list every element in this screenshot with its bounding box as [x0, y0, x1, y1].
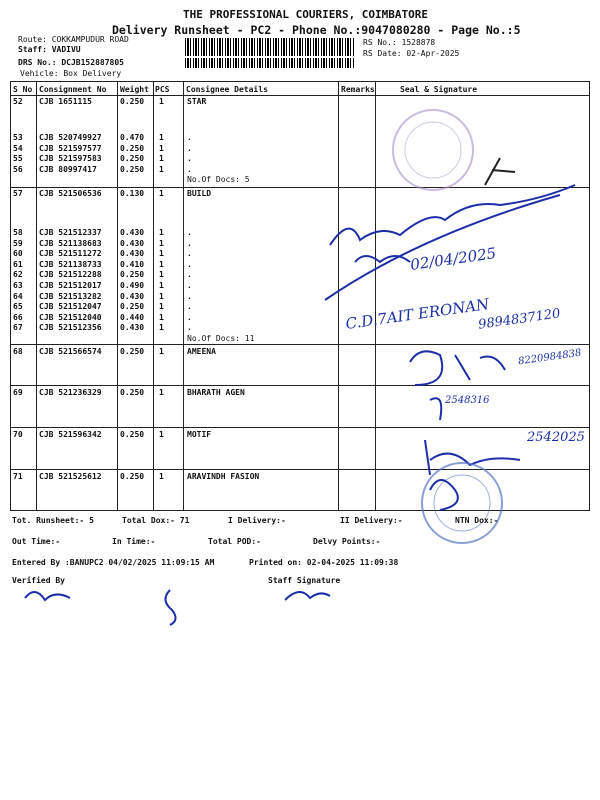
row-pcs: 1	[159, 472, 164, 481]
entered-by: Entered By :BANUPC2 04/02/2025 11:09:15 AM	[12, 558, 215, 567]
in-time: In Time:-	[112, 537, 156, 546]
row-wt: 0.250	[120, 164, 145, 174]
row-sno: 59	[13, 238, 23, 248]
row-sno: 57	[13, 189, 23, 198]
row-cn: CJB 521597577	[39, 143, 102, 153]
col-consignment: Consignment No	[39, 85, 107, 94]
row-cn: CJB 521512337	[39, 228, 102, 237]
row-cn: CJB 521236329	[39, 388, 102, 397]
mark-8	[165, 590, 175, 625]
docs-count: No.Of Docs: 5	[187, 175, 250, 185]
row-wt: 0.430	[120, 291, 145, 301]
row-sno: 61	[13, 259, 23, 269]
row-det: .	[187, 228, 192, 237]
out-time: Out Time:-	[12, 537, 61, 546]
row-sno: 65	[13, 302, 23, 312]
total-pod: Total POD:-	[208, 537, 261, 546]
row-det: .	[187, 238, 192, 248]
vehicle: Vehicle: Box Delivery	[20, 69, 122, 78]
staff: Staff: VADIVU	[18, 45, 81, 54]
drs-number: DRS No.: DCJB152887805	[18, 58, 124, 67]
handwritten-phone-2: 8220984838	[517, 347, 583, 368]
row-pcs: 1	[159, 228, 164, 237]
docs-count: No.Of Docs: 11	[187, 334, 255, 343]
col-seal: Seal & Signature	[400, 85, 478, 94]
row-cn: CJB 521596342	[39, 430, 102, 439]
row-det: .	[187, 143, 192, 153]
row-det: .	[187, 133, 192, 142]
signature-1	[485, 158, 515, 185]
col-weight: Weight	[120, 85, 149, 94]
row-pcs: 1	[159, 302, 164, 312]
col-sno: S No	[13, 85, 33, 94]
row-wt: 0.250	[120, 430, 145, 439]
total-dox: Total Dox:- 71	[122, 516, 190, 525]
row-cn: CJB 521512040	[39, 312, 102, 322]
row-pcs: 1	[159, 189, 164, 198]
row-pcs: 1	[159, 238, 164, 248]
row-sno: 53	[13, 133, 23, 142]
handwritten-date: 02/04/2025	[409, 244, 498, 274]
row-sno: 67	[13, 323, 23, 333]
row-pcs: 1	[159, 133, 164, 142]
row-sno: 54	[13, 143, 23, 153]
row-wt: 0.130	[120, 189, 145, 198]
row-pcs: 1	[159, 347, 164, 356]
row-det: .	[187, 281, 192, 290]
row-det: .	[187, 164, 192, 174]
route: Route: COKKAMPUDUR ROAD	[18, 35, 129, 44]
row-det: .	[187, 291, 192, 301]
row-wt: 0.430	[120, 323, 145, 333]
tot-runsheet: Tot. Runsheet:- 5	[12, 516, 94, 525]
runsheet-title: Delivery Runsheet - PC2 - Phone No.:9047080280 - Page No.:5	[112, 23, 521, 37]
row-wt: 0.250	[120, 347, 145, 356]
row-wt: 0.250	[120, 97, 145, 106]
staff-signature-mark	[285, 592, 330, 600]
row-pcs: 1	[159, 281, 164, 290]
row-det: BUILD	[187, 189, 212, 198]
row-pcs: 1	[159, 164, 164, 174]
row-cn: CJB 521138733	[39, 259, 102, 269]
row-det: .	[187, 154, 192, 164]
row-pcs: 1	[159, 249, 164, 259]
row-sno: 62	[13, 270, 23, 280]
row-cn: CJB 521525612	[39, 472, 102, 481]
company-name: THE PROFESSIONAL COURIERS, COIMBATORE	[183, 8, 429, 21]
handwritten-code: 2548316	[445, 395, 490, 406]
verified-signature	[25, 592, 70, 600]
row-wt: 0.250	[120, 472, 145, 481]
signature-3	[410, 351, 505, 385]
row-cn: CJB 521512017	[39, 281, 102, 290]
row-sno: 68	[13, 347, 23, 356]
row-wt: 0.470	[120, 133, 145, 142]
row-det: ARAVINDH FASION	[187, 472, 260, 481]
signature-2	[330, 185, 575, 245]
col-consignee: Consignee Details	[186, 85, 268, 94]
row-sno: 71	[13, 472, 23, 481]
row-pcs: 1	[159, 97, 164, 106]
row-sno: 70	[13, 430, 23, 439]
row-cn: CJB 521512356	[39, 323, 102, 333]
row-pcs: 1	[159, 323, 164, 333]
row-pcs: 1	[159, 312, 164, 322]
row-det: .	[187, 249, 192, 259]
row-wt: 0.440	[120, 312, 145, 322]
row-sno: 55	[13, 154, 23, 164]
row-pcs: 1	[159, 430, 164, 439]
row-det: MOTIF	[187, 430, 212, 439]
row-cn: CJB 521138683	[39, 238, 102, 248]
row-cn: CJB 521506536	[39, 189, 102, 198]
row-det: .	[187, 312, 192, 322]
handwritten-phone: 9894837120	[477, 306, 562, 333]
ntn-dox: NTN Dox:-	[455, 516, 499, 525]
row-cn: CJB 521512047	[39, 302, 102, 312]
delvy-points: Delvy Points:-	[313, 537, 381, 546]
row-wt: 0.250	[120, 388, 145, 397]
row-wt: 0.250	[120, 302, 145, 312]
row-pcs: 1	[159, 154, 164, 164]
printed-on: Printed on: 02-04-2025 11:09:38	[249, 558, 399, 567]
row-wt: 0.430	[120, 238, 145, 248]
row-det: .	[187, 270, 192, 280]
i-delivery: I Delivery:-	[228, 516, 286, 525]
row-sno: 63	[13, 281, 23, 290]
row-pcs: 1	[159, 291, 164, 301]
row-det: STAR	[187, 97, 207, 106]
row-wt: 0.490	[120, 281, 145, 290]
staff-signature: Staff Signature	[268, 576, 341, 585]
row-wt: 0.410	[120, 259, 145, 269]
ii-delivery: II Delivery:-	[340, 516, 403, 525]
row-det: .	[187, 302, 192, 312]
row-cn: CJB 521597583	[39, 154, 102, 164]
row-sno: 64	[13, 291, 23, 301]
row-det: .	[187, 259, 192, 269]
row-det: AMEENA	[187, 347, 216, 356]
row-wt: 0.250	[120, 143, 145, 153]
row-cn: CJB 521512288	[39, 270, 102, 280]
row-sno: 52	[13, 97, 23, 106]
row-sno: 69	[13, 388, 23, 397]
row-cn: CJB 521566574	[39, 347, 102, 356]
row-wt: 0.250	[120, 154, 145, 164]
row-cn: CJB 1651115	[39, 97, 92, 106]
row-sno: 58	[13, 228, 23, 237]
signature-4	[430, 398, 441, 420]
row-cn: CJB 80997417	[39, 164, 97, 174]
row-pcs: 1	[159, 270, 164, 280]
row-det: BHARATH AGEN	[187, 388, 245, 397]
row-wt: 0.430	[120, 228, 145, 237]
row-det: .	[187, 323, 192, 333]
row-sno: 66	[13, 312, 23, 322]
col-pcs: PCS	[155, 85, 170, 94]
row-wt: 0.430	[120, 249, 145, 259]
row-pcs: 1	[159, 143, 164, 153]
row-pcs: 1	[159, 259, 164, 269]
row-cn: CJB 521513282	[39, 291, 102, 301]
row-cn: CJB 520749927	[39, 133, 102, 142]
rs-date: RS Date: 02-Apr-2025	[363, 49, 460, 58]
col-remarks: Remarks	[341, 85, 375, 94]
row-pcs: 1	[159, 388, 164, 397]
row-cn: CJB 521511272	[39, 249, 102, 259]
verified-by: Verified By	[12, 576, 65, 585]
handwritten-name: C.D.7AIT ERONAN	[344, 295, 491, 333]
row-sno: 56	[13, 164, 23, 174]
row-wt: 0.250	[120, 270, 145, 280]
handwritten-number: 2542025	[527, 430, 585, 445]
rs-number: RS No.: 1528878	[363, 38, 436, 47]
row-sno: 60	[13, 249, 23, 259]
